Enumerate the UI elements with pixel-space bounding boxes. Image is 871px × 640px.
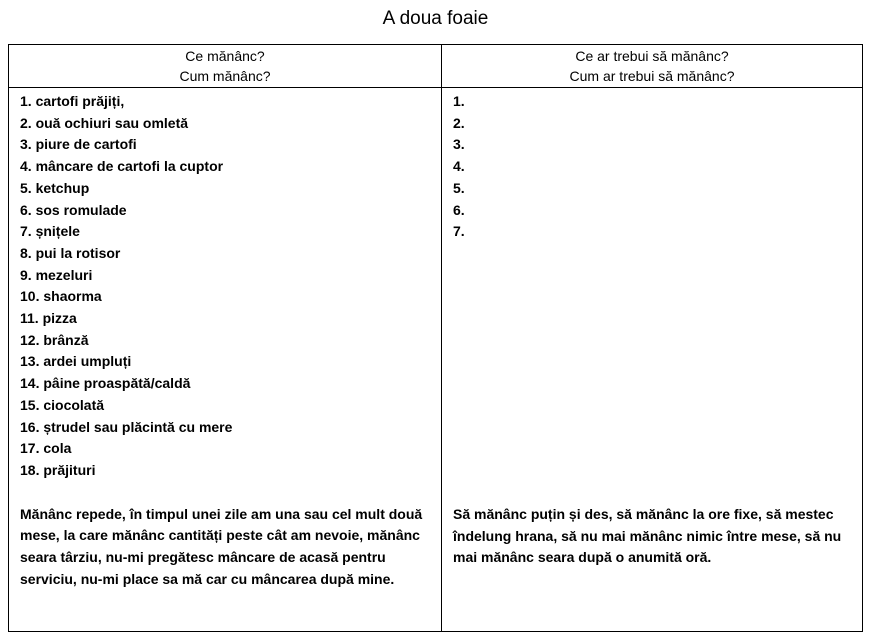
- current-eating-cell: [9, 88, 442, 632]
- list-item: 9. mezeluri: [20, 266, 93, 283]
- body-row: [9, 88, 863, 632]
- header-line: Cum ar trebui să mănânc?: [569, 68, 735, 84]
- header-line: Ce mănânc?: [185, 48, 265, 64]
- list-item: 2.: [453, 114, 465, 131]
- eating-habits-paragraph: Mănânc repede, în timpul unei zile am una sau cel mult două mese, la care mănânc cantități peste cât am nevoie, mănânc seara târziu, nu-mi pregătesc mâncare de acasă pentru serviciu, nu-mi place sa mă car cu mâncarea după mine.: [20, 505, 423, 587]
- list-item: 15. ciocolată: [20, 396, 105, 413]
- header-line: Ce ar trebui să mănânc?: [575, 48, 729, 64]
- list-item: 18. prăjituri: [20, 461, 96, 478]
- list-item: 7. șnițele: [20, 223, 80, 240]
- list-item: 11. pizza: [20, 310, 77, 327]
- list-item: 3. piure de cartofi: [20, 136, 137, 153]
- list-item: 3.: [453, 136, 465, 153]
- header-row: [9, 45, 863, 88]
- list-item: 6. sos romulade: [20, 201, 127, 218]
- list-item: 17. cola: [20, 440, 72, 457]
- empty-numbered-list: [453, 91, 852, 243]
- list-item: 2. ouă ochiuri sau omletă: [20, 114, 189, 131]
- list-item: 8. pui la rotisor: [20, 244, 121, 261]
- comparison-table: [8, 44, 863, 632]
- list-item: 5.: [453, 179, 465, 196]
- recommendations-paragraph: Să mănânc puțin și des, să mănânc la ore fixe, să mestec îndelung hrana, să nu mai mănânc nimic între mese, să nu mai mănânc seara după o anumită oră.: [453, 505, 842, 566]
- list-item: 7.: [453, 223, 465, 240]
- list-item: 1. cartofi prăjiți,: [20, 93, 125, 109]
- list-item: 6.: [453, 201, 465, 218]
- list-item: 4. mâncare de cartofi la cuptor: [20, 158, 224, 175]
- page-title: A doua foaie: [382, 8, 489, 29]
- list-item: 4.: [453, 158, 465, 175]
- list-item: 16. ștrudel sau plăcintă cu mere: [20, 418, 233, 435]
- header-recommended-eating: [442, 45, 863, 88]
- list-item: 10. shaorma: [20, 288, 102, 305]
- list-item: 14. pâine proaspătă/caldă: [20, 375, 191, 392]
- list-item: 5. ketchup: [20, 179, 90, 196]
- header-line: Cum mănânc?: [179, 68, 271, 84]
- recommended-eating-cell: [442, 88, 863, 632]
- header-current-eating: [9, 45, 442, 88]
- list-item: 12. brânză: [20, 331, 89, 348]
- food-list: [20, 91, 431, 482]
- list-item: 13. ardei umpluți: [20, 353, 132, 370]
- list-item: 1.: [453, 93, 465, 109]
